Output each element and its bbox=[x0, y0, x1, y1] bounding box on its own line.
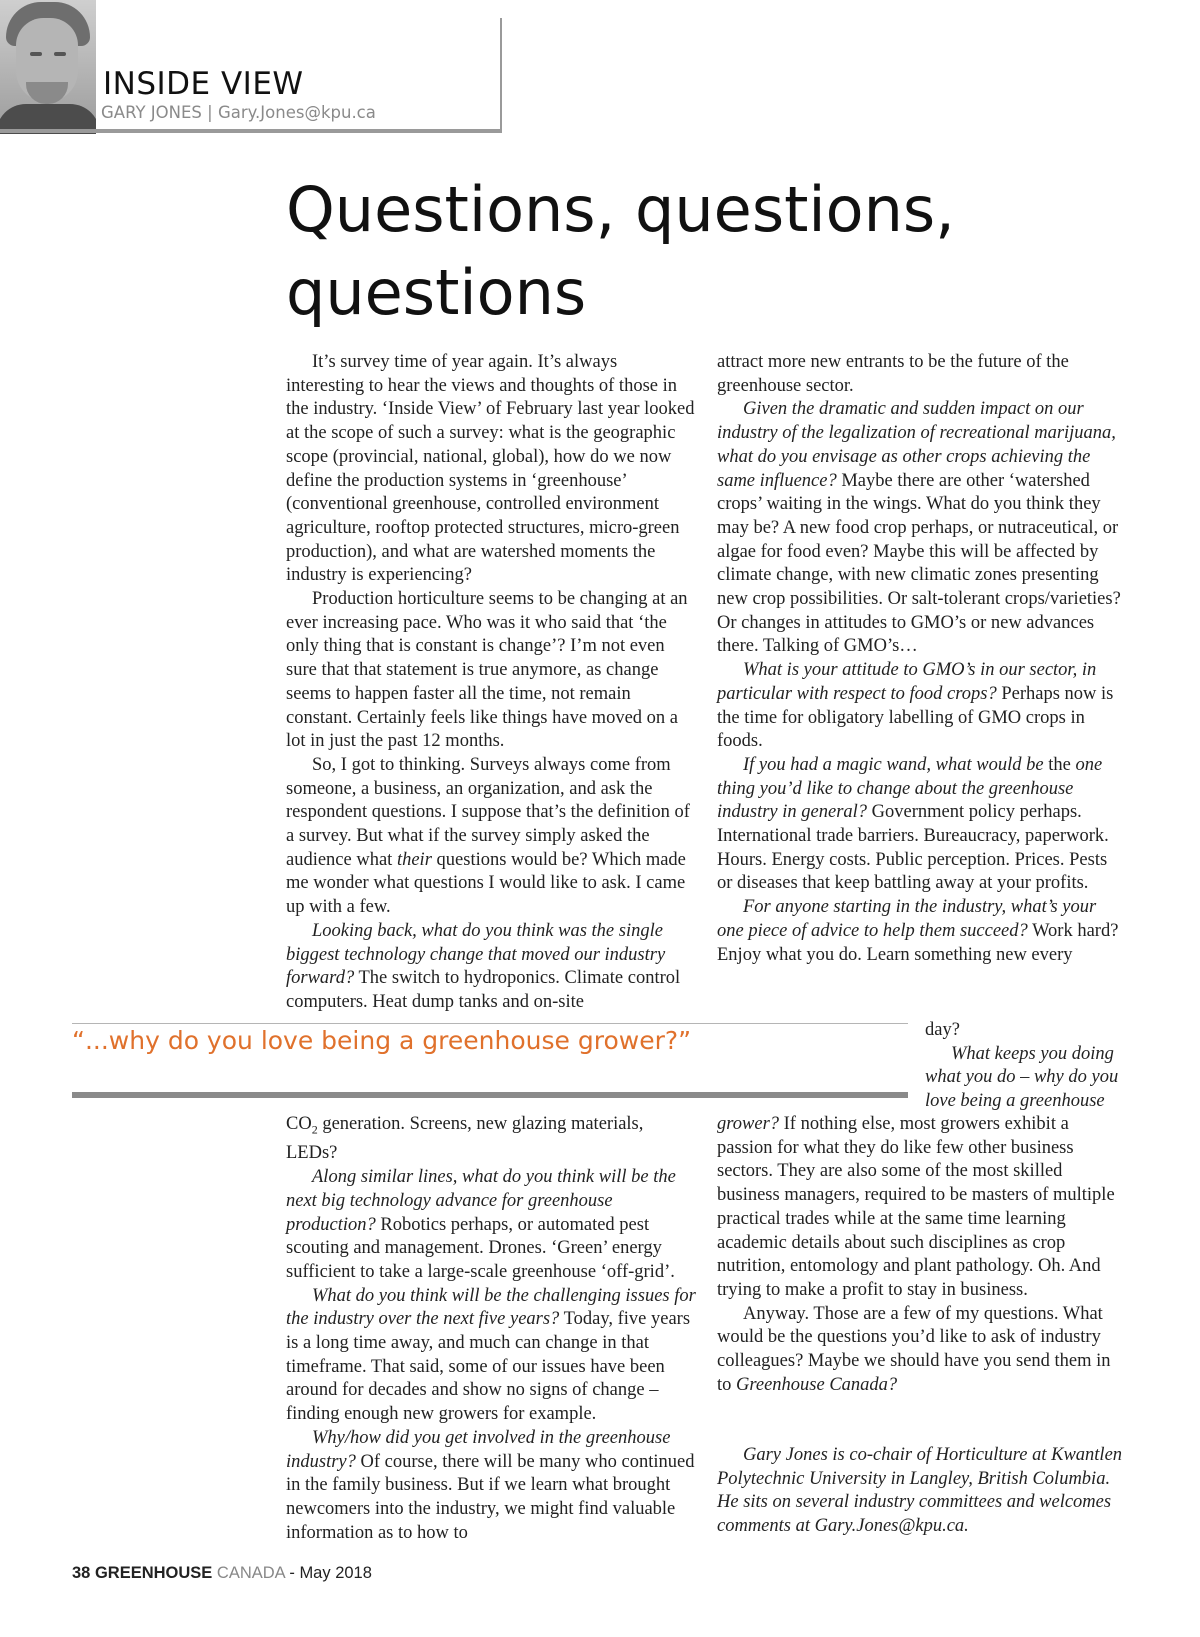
text-run: Anyway. Those are a few of my questions. What would be the questions you’d like to ask of industry colleagues? Maybe we should have you send them in to bbox=[717, 1303, 1111, 1395]
italic-run: Greenhouse Canada? bbox=[736, 1374, 898, 1395]
text-run: Of course, there will be many who continued in the family business. But if we learn what brought newcomers into the industry, we might find valuable information as to how to bbox=[286, 1451, 695, 1543]
header-divider-vertical bbox=[500, 18, 502, 132]
italic-run: one thing you’d like to change about the greenhouse industry in general? bbox=[717, 754, 1103, 823]
paragraph bbox=[286, 351, 696, 588]
paragraph bbox=[286, 588, 696, 754]
italic-run: Looking back, what do you think was the single biggest technology change that moved our industry forward? bbox=[286, 920, 666, 989]
left-column-bottom bbox=[286, 1113, 696, 1545]
text-run: questions would be? Which made me wonder what questions I would like to ask. I came up with a few. bbox=[286, 849, 686, 918]
text-run: Robotics perhaps, or automated pest scouting and management. Drones. ‘Green’ energy sufficient to take a large-scale greenhouse ‘off-grid’. bbox=[286, 1214, 675, 1282]
footer-issue: - May 2018 bbox=[289, 1564, 372, 1582]
paragraph bbox=[925, 1043, 1130, 1114]
text-run: attract more new entrants to be the future of the greenhouse sector. bbox=[717, 352, 1069, 396]
text-run: It’s survey time of year again. It’s always interesting to hear the views and thoughts of those in the industry. ‘Inside View’ of February last year looked at the scope of such a survey: what is the geographic scope (provincial, national, global), how do we now define the production systems in ‘greenhouse’ (conventional greenhouse, controlled environment agriculture, rooftop protected structures, micro-green production), and what are watershed moments the industry is experiencing? bbox=[286, 352, 695, 586]
paragraph bbox=[286, 754, 696, 920]
footer-brand: GREENHOUSE bbox=[94, 1564, 213, 1582]
text-run: The switch to hydroponics. Climate control computers. Heat dump tanks and on-site bbox=[286, 968, 681, 1012]
pull-quote: “...why do you love being a greenhouse grower?” bbox=[72, 1026, 692, 1055]
text-run: CO bbox=[286, 1114, 312, 1134]
header-divider-horizontal bbox=[0, 129, 502, 133]
author-byline: GARY JONES | Gary.Jones@kpu.ca bbox=[101, 103, 376, 122]
page-number: 38 bbox=[72, 1564, 91, 1582]
text-run: day? bbox=[925, 1020, 960, 1040]
italic-run: Along similar lines, what do you think will be the next big technology advance for greenhouse production? bbox=[286, 1167, 676, 1235]
author-photo bbox=[0, 0, 96, 134]
italic-run: For anyone starting in the industry, what’s your one piece of advice to help them succeed? bbox=[717, 897, 1097, 941]
italic-run: their bbox=[396, 849, 432, 870]
paragraph bbox=[717, 351, 1127, 398]
column-title: INSIDE VIEW bbox=[103, 66, 304, 102]
italic-run: What keeps you doing what you do – why do you love being a greenhouse bbox=[925, 1043, 1119, 1112]
paragraph bbox=[286, 1166, 696, 1285]
text-run: Production horticulture seems to be changing at an ever increasing pace. Who was it who said that ‘the only thing that is constant is change’? I’m not even sure that that statement is true anymore, as change seems to happen faster all the time, not remain constant. Certainly feels like things have moved on a lot in just the past 12 months. bbox=[286, 589, 688, 752]
author-bio: Gary Jones is co-chair of Horticulture at Kwantlen Polytechnic University in Langley, British Columbia. He sits on several industry committees and welcomes comments at Gary.Jones@kpu.ca. bbox=[717, 1445, 1123, 1537]
italic-run: If you had a magic wand, what would be bbox=[743, 754, 1044, 775]
text-run: If nothing else, most growers exhibit a passion for what they do like few other business sectors. They are also some of the most skilled business managers, required to be masters of multiple practical trades while at the same time learning academic details about such disciplines as crop nutrition, entomology and plant pathology. Oh. And trying to make a profit to stay in business. bbox=[717, 1114, 1115, 1300]
text-run: Government policy perhaps. International trade barriers. Bureaucracy, paperwork. Hours. Energy costs. Public perception. Prices. Pests or diseases that keep battling away at your profits. bbox=[717, 802, 1109, 894]
paragraph bbox=[286, 1285, 696, 1427]
right-column-bottom bbox=[717, 1113, 1127, 1397]
paragraph bbox=[717, 659, 1127, 754]
pull-quote-rule-bottom bbox=[72, 1092, 908, 1098]
text-run: 2 bbox=[311, 1122, 318, 1137]
left-column-top bbox=[286, 351, 696, 1015]
paragraph bbox=[717, 1113, 1127, 1303]
text-run: Today, five years is a long time away, and much can change in that timeframe. That said, some of our issues have been around for decades and show no signs of change – finding enough new growers for example. bbox=[286, 1309, 691, 1425]
paragraph bbox=[717, 754, 1127, 896]
italic-run: grower? bbox=[717, 1114, 780, 1134]
paragraph bbox=[717, 896, 1127, 967]
right-column-wrap bbox=[925, 1019, 1130, 1114]
text-run: So, I got to thinking. Surveys always come from someone, a business, an organization, and ask the respondent questions. I suppose that’s the definition of a survey. But what if the survey simply asked the audience what bbox=[286, 754, 690, 870]
right-column-top bbox=[717, 351, 1127, 967]
text-run: the bbox=[1043, 754, 1076, 775]
page-footer bbox=[72, 1564, 372, 1583]
footer-brand-light: CANADA bbox=[216, 1564, 285, 1582]
italic-run: Given the dramatic and sudden impact on our industry of the legalization of recreational marijuana, what do you envisage as other crops achieving the same influence? bbox=[717, 399, 1116, 491]
paragraph bbox=[286, 1427, 696, 1546]
paragraph bbox=[717, 1303, 1127, 1398]
paragraph bbox=[286, 1113, 696, 1166]
italic-run: What do you think will be the challenging issues for the industry over the next five years? bbox=[286, 1285, 696, 1330]
pull-quote-rule-top bbox=[72, 1023, 908, 1024]
text-run: Work hard? Enjoy what you do. Learn something new every bbox=[717, 920, 1119, 965]
text-run: Perhaps now is the time for obligatory labelling of GMO crops in foods. bbox=[717, 683, 1114, 752]
article-headline: Questions, questions, questions bbox=[286, 173, 955, 329]
paragraph bbox=[717, 398, 1127, 659]
paragraph bbox=[925, 1019, 1130, 1043]
italic-run: What is your attitude to GMO’s in our sector, in particular with respect to food crops? bbox=[717, 660, 1097, 704]
italic-run: Why/how did you get involved in the greenhouse industry? bbox=[286, 1427, 671, 1472]
paragraph bbox=[286, 920, 696, 1015]
text-run: Maybe there are other ‘watershed crops’ waiting in the wings. What do you think they may be? A new food crop perhaps, or nutraceutical, or algae for food even? Maybe this will be affected by climate change, with new climatic zones presenting new crop possibilities. Or salt-tolerant crops/varieties? Or changes in attitudes to GMO’s or new advances there. Talking of GMO’s… bbox=[717, 470, 1121, 657]
text-run: generation. Screens, new glazing materials, LEDs? bbox=[286, 1114, 644, 1164]
